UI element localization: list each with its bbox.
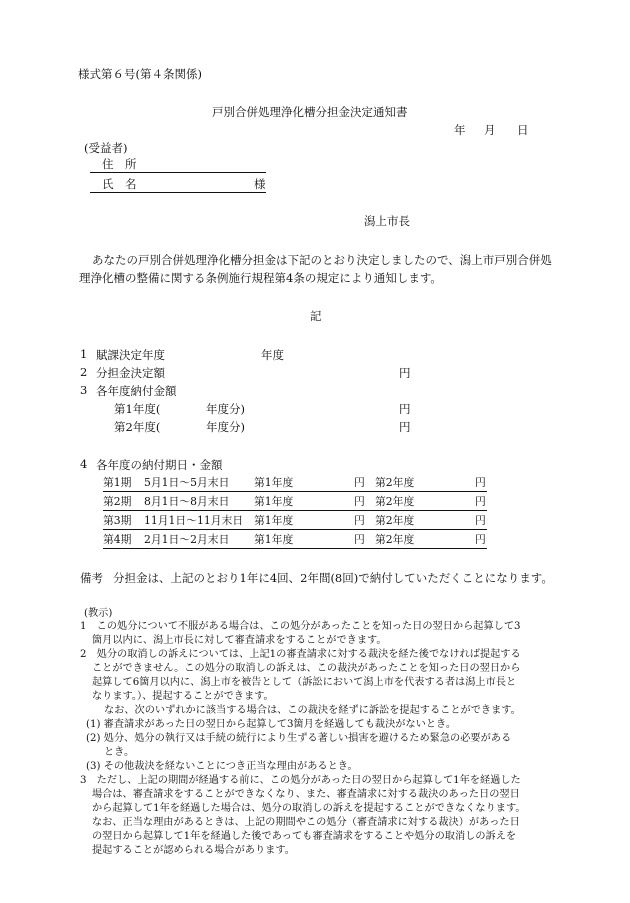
notice-line: 場合は、審査請求をすることができなくなり、また、審査請求に対する裁決のあった日の翌日 <box>92 789 520 800</box>
period-name: 第2期 <box>103 495 132 508</box>
year-2-suffix: 年度分) <box>206 420 245 434</box>
notice-line: 起算して6箇月以内に、潟上市を被告として（訴訟において潟上市を代表する者は潟上市長と <box>92 677 517 688</box>
period-year-1: 第1年度 <box>254 476 294 489</box>
notice-line: 1 この処分について不服がある場合は、この処分があったことを知った日の翌日から起算して3 <box>80 621 521 632</box>
notice-line: (1) 審査請求があった日の翌日から起算して3箇月を経過しても裁決がないとき。 <box>86 719 457 730</box>
period-yen-2: 円 <box>475 495 486 508</box>
form-number: 様式第６号(第４条関係) <box>78 67 202 81</box>
notice-line: なります。）、提起することができます。 <box>92 691 274 702</box>
period-underline <box>103 491 487 492</box>
period-name: 第3期 <box>103 514 132 527</box>
item-1-unit: 年度 <box>261 348 284 362</box>
date-month: 月 <box>484 123 496 137</box>
period-year-1: 第1年度 <box>254 533 294 546</box>
period-range: 2月1日～2月末日 <box>144 533 230 546</box>
notice-line: 箇月以内に、潟上市長に対して審査請求をすることができます。 <box>92 635 387 646</box>
period-row <box>103 532 487 551</box>
year-1-label: 第1年度( <box>114 402 161 416</box>
notice-line: 3 ただし、上記の期間が経過する前に、この処分があった日の翌日から起算して1年を経過した <box>80 775 521 786</box>
period-yen-2: 円 <box>475 514 486 527</box>
year-2-unit: 円 <box>399 420 411 434</box>
period-year-2: 第2年度 <box>375 514 415 527</box>
item-1-number: 1 <box>80 347 88 361</box>
honorific: 様 <box>254 177 266 191</box>
period-name: 第4期 <box>103 533 132 546</box>
period-name: 第1期 <box>103 476 132 489</box>
body-line-1: あなたの戸別合併処理浄化槽分担金は下記のとおり決定しましたので、潟上市戸別合併処 <box>92 253 552 267</box>
period-yen-1: 円 <box>354 495 365 508</box>
remarks-text: 分担金は、上記のとおり1年に4回、2年間(8回)で納付していただくことになります。 <box>113 571 553 585</box>
issuer: 潟上市長 <box>364 214 410 228</box>
item-4-number: 4 <box>80 457 88 471</box>
period-yen-2: 円 <box>475 476 486 489</box>
notice-line: なお、次のいずれかに該当する場合は、この裁決を経ずに訴訟を提起することができます。 <box>104 705 521 716</box>
notice-line: なお、正当な理由があるときは、上記の期間やこの処分（審査請求に対する裁決）があった日 <box>92 817 520 828</box>
period-range: 5月1日～5月末日 <box>144 476 230 489</box>
period-yen-2: 円 <box>475 533 486 546</box>
period-range: 11月1日～11月末日 <box>144 514 244 527</box>
period-row <box>103 513 487 532</box>
date-year: 年 <box>454 123 466 137</box>
period-year-1: 第1年度 <box>254 514 294 527</box>
item-4-label: 各年度の納付期日・金額 <box>96 458 223 472</box>
period-row <box>103 494 487 513</box>
period-underline <box>103 529 487 530</box>
item-3-label: 各年度納付金額 <box>96 384 177 398</box>
item-2-unit: 円 <box>399 366 411 380</box>
notice-line: とき。 <box>104 747 135 758</box>
item-2-number: 2 <box>80 365 88 379</box>
period-year-2: 第2年度 <box>375 476 415 489</box>
notice-line: ことができません。この処分の取消しの訴えは、この裁決があったことを知った日の翌日から <box>92 663 521 674</box>
period-underline <box>103 548 487 549</box>
year-1-suffix: 年度分) <box>206 402 245 416</box>
name-label: 氏 名 <box>102 177 137 191</box>
period-year-2: 第2年度 <box>375 533 415 546</box>
remarks-label: 備考 <box>80 571 103 585</box>
name-underline <box>90 192 266 193</box>
period-year-1: 第1年度 <box>254 495 294 508</box>
ki-mark: 記 <box>310 309 322 323</box>
notice-line: 2 処分の取消しの訴えについては、上記1の審査請求に対する裁決を経た後でなければ提起する <box>80 649 521 660</box>
notice-header: (教示) <box>84 608 113 619</box>
notice-line: 提起することが認められる場合があります。 <box>92 845 295 856</box>
notice-line: の翌日から起算して1年を経過した後であっても審査請求をすることや処分の取消しの訴えを <box>92 831 517 842</box>
body-line-2: 理浄化槽の整備に関する条例施行規程第4条の規定により通知します。 <box>79 271 442 285</box>
recipient-header: (受益者) <box>84 141 128 155</box>
address-field <box>90 156 266 172</box>
period-range: 8月1日～8月末日 <box>144 495 230 508</box>
period-row <box>103 475 487 494</box>
period-yen-1: 円 <box>354 514 365 527</box>
item-3-number: 3 <box>80 383 88 397</box>
item-1-label: 賦課決定年度 <box>96 348 165 362</box>
item-2-label: 分担金決定額 <box>96 366 165 380</box>
address-underline <box>90 172 266 173</box>
notice-line: (2) 処分、処分の執行又は手続の続行により生ずる著しい損害を避けるため緊急の必要がある <box>86 733 512 744</box>
period-underline <box>103 510 487 511</box>
date-day: 日 <box>517 123 529 137</box>
document-title: 戸別合併処理浄化槽分担金決定通知書 <box>212 105 408 119</box>
period-yen-1: 円 <box>354 476 365 489</box>
period-year-2: 第2年度 <box>375 495 415 508</box>
notice-line: (3) その他裁決を経ないことにつき正当な理由があるとき。 <box>86 761 358 772</box>
name-field <box>90 176 266 192</box>
address-label: 住 所 <box>102 157 137 171</box>
year-1-unit: 円 <box>399 402 411 416</box>
notice-line: から起算して1年を経過した場合は、処分の取消しの訴えを提起することができなくなります。 <box>92 803 526 814</box>
year-2-label: 第2年度( <box>114 420 161 434</box>
period-yen-1: 円 <box>354 533 365 546</box>
